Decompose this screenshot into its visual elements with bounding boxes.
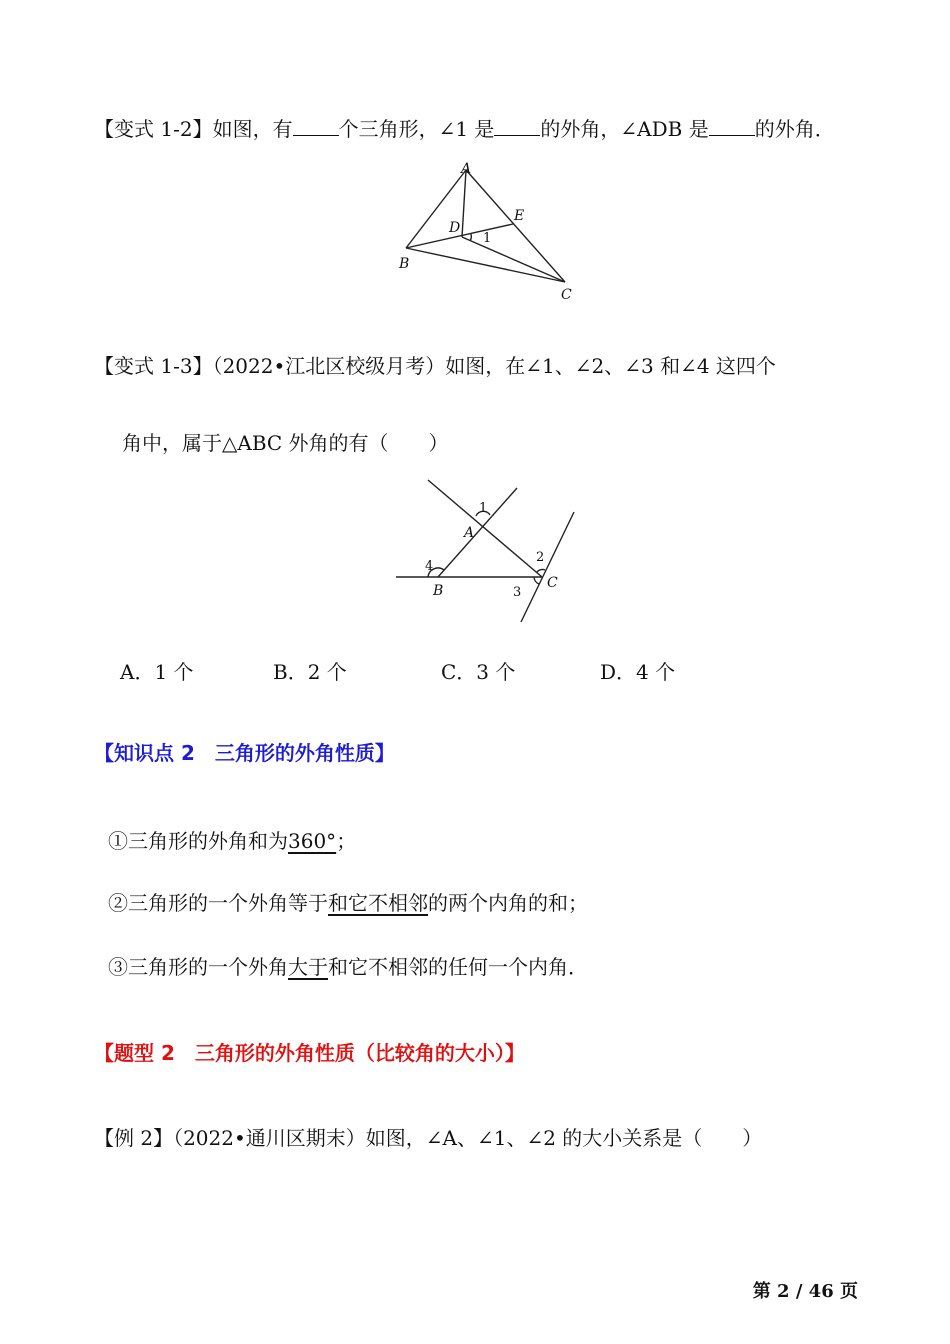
property-item-3 bbox=[108, 954, 588, 980]
label-angle-2: 2 bbox=[536, 550, 545, 565]
variant-1-3-text: （2022•江北区校级月考）如图，在∠1、∠2、∠3 和∠4 这四个 bbox=[212, 354, 776, 378]
label-angle-1: 1 bbox=[479, 501, 488, 516]
q-text-part5: ∠ADB 是 bbox=[620, 117, 709, 141]
label-a: A bbox=[461, 161, 472, 177]
option-d[interactable]: D．4 个 bbox=[600, 660, 676, 684]
property-item-1 bbox=[108, 828, 356, 854]
property-item-2 bbox=[108, 890, 588, 916]
page-number-footer: 第 2 / 46 页 bbox=[752, 1281, 858, 1302]
label-c: C bbox=[547, 575, 558, 591]
property-2-end: 的两个内角的和； bbox=[428, 891, 588, 915]
label-c: C bbox=[561, 287, 572, 303]
segment-bc bbox=[406, 248, 565, 282]
property-1-underlined: 360° bbox=[288, 829, 337, 853]
label-d: D bbox=[449, 220, 461, 236]
angle-1-arc bbox=[470, 234, 471, 241]
q-text-part2: 个三角形， bbox=[338, 117, 439, 141]
figure-triangle-exterior-angles bbox=[390, 474, 590, 626]
segment-ac bbox=[466, 170, 565, 282]
property-3-underlined: 大于 bbox=[288, 955, 328, 979]
answer-blank-1[interactable] bbox=[293, 115, 339, 136]
label-a: A bbox=[464, 525, 475, 541]
q-text-part4: 的外角， bbox=[540, 117, 621, 141]
q-text-part6: 的外角． bbox=[754, 117, 835, 141]
line-ba-extended bbox=[438, 488, 517, 577]
q-text-part3: ∠1 是 bbox=[438, 117, 495, 141]
answer-blank-2[interactable] bbox=[494, 115, 540, 136]
option-c[interactable]: C．3 个 bbox=[441, 660, 516, 684]
option-b[interactable]: B．2 个 bbox=[273, 660, 347, 684]
question-type-2-heading: 【题型 2 三角形的外角性质（比较角的大小）】 bbox=[94, 1041, 525, 1065]
property-3-text: ③三角形的一个外角 bbox=[108, 955, 288, 979]
segment-ad bbox=[462, 170, 466, 237]
angle-2-arc bbox=[537, 569, 545, 572]
q-text-part1: 如图，有 bbox=[212, 117, 293, 141]
line-through-c bbox=[521, 512, 574, 622]
label-angle-4: 4 bbox=[425, 559, 434, 574]
knowledge-point-2-heading: 【知识点 2 三角形的外角性质】 bbox=[94, 741, 395, 765]
label-b: B bbox=[433, 583, 444, 599]
variant-1-3-label: 【变式 1-3】 bbox=[94, 354, 213, 378]
figure-triangle-abc-with-d-e bbox=[390, 158, 590, 308]
angle-3-arc bbox=[534, 577, 539, 584]
property-2-text: ②三角形的一个外角等于 bbox=[108, 891, 328, 915]
variant-1-2-label: 【变式 1-2】 bbox=[94, 117, 213, 141]
property-1-end: ； bbox=[336, 829, 357, 853]
segment-dc bbox=[462, 237, 565, 282]
property-1-text: ①三角形的外角和为 bbox=[108, 829, 288, 853]
property-3-end: 和它不相邻的任何一个内角． bbox=[328, 955, 588, 979]
variant-1-2-question bbox=[94, 115, 835, 142]
option-a[interactable]: A．1 个 bbox=[120, 660, 194, 684]
label-b: B bbox=[399, 256, 410, 272]
label-angle-1: 1 bbox=[483, 231, 492, 246]
property-2-underlined: 和它不相邻 bbox=[328, 891, 428, 915]
example-2-question: 【例 2】（2022•通川区期末）如图，∠A、∠1、∠2 的大小关系是（ ） bbox=[94, 1126, 763, 1150]
label-angle-3: 3 bbox=[513, 585, 522, 600]
line-ac-extended bbox=[428, 480, 545, 577]
answer-blank-3[interactable] bbox=[709, 115, 755, 136]
variant-1-3-question-line2: 角中，属于△ABC 外角的有（ ） bbox=[122, 431, 449, 455]
variant-1-3-question bbox=[94, 353, 776, 379]
label-e: E bbox=[514, 208, 525, 224]
